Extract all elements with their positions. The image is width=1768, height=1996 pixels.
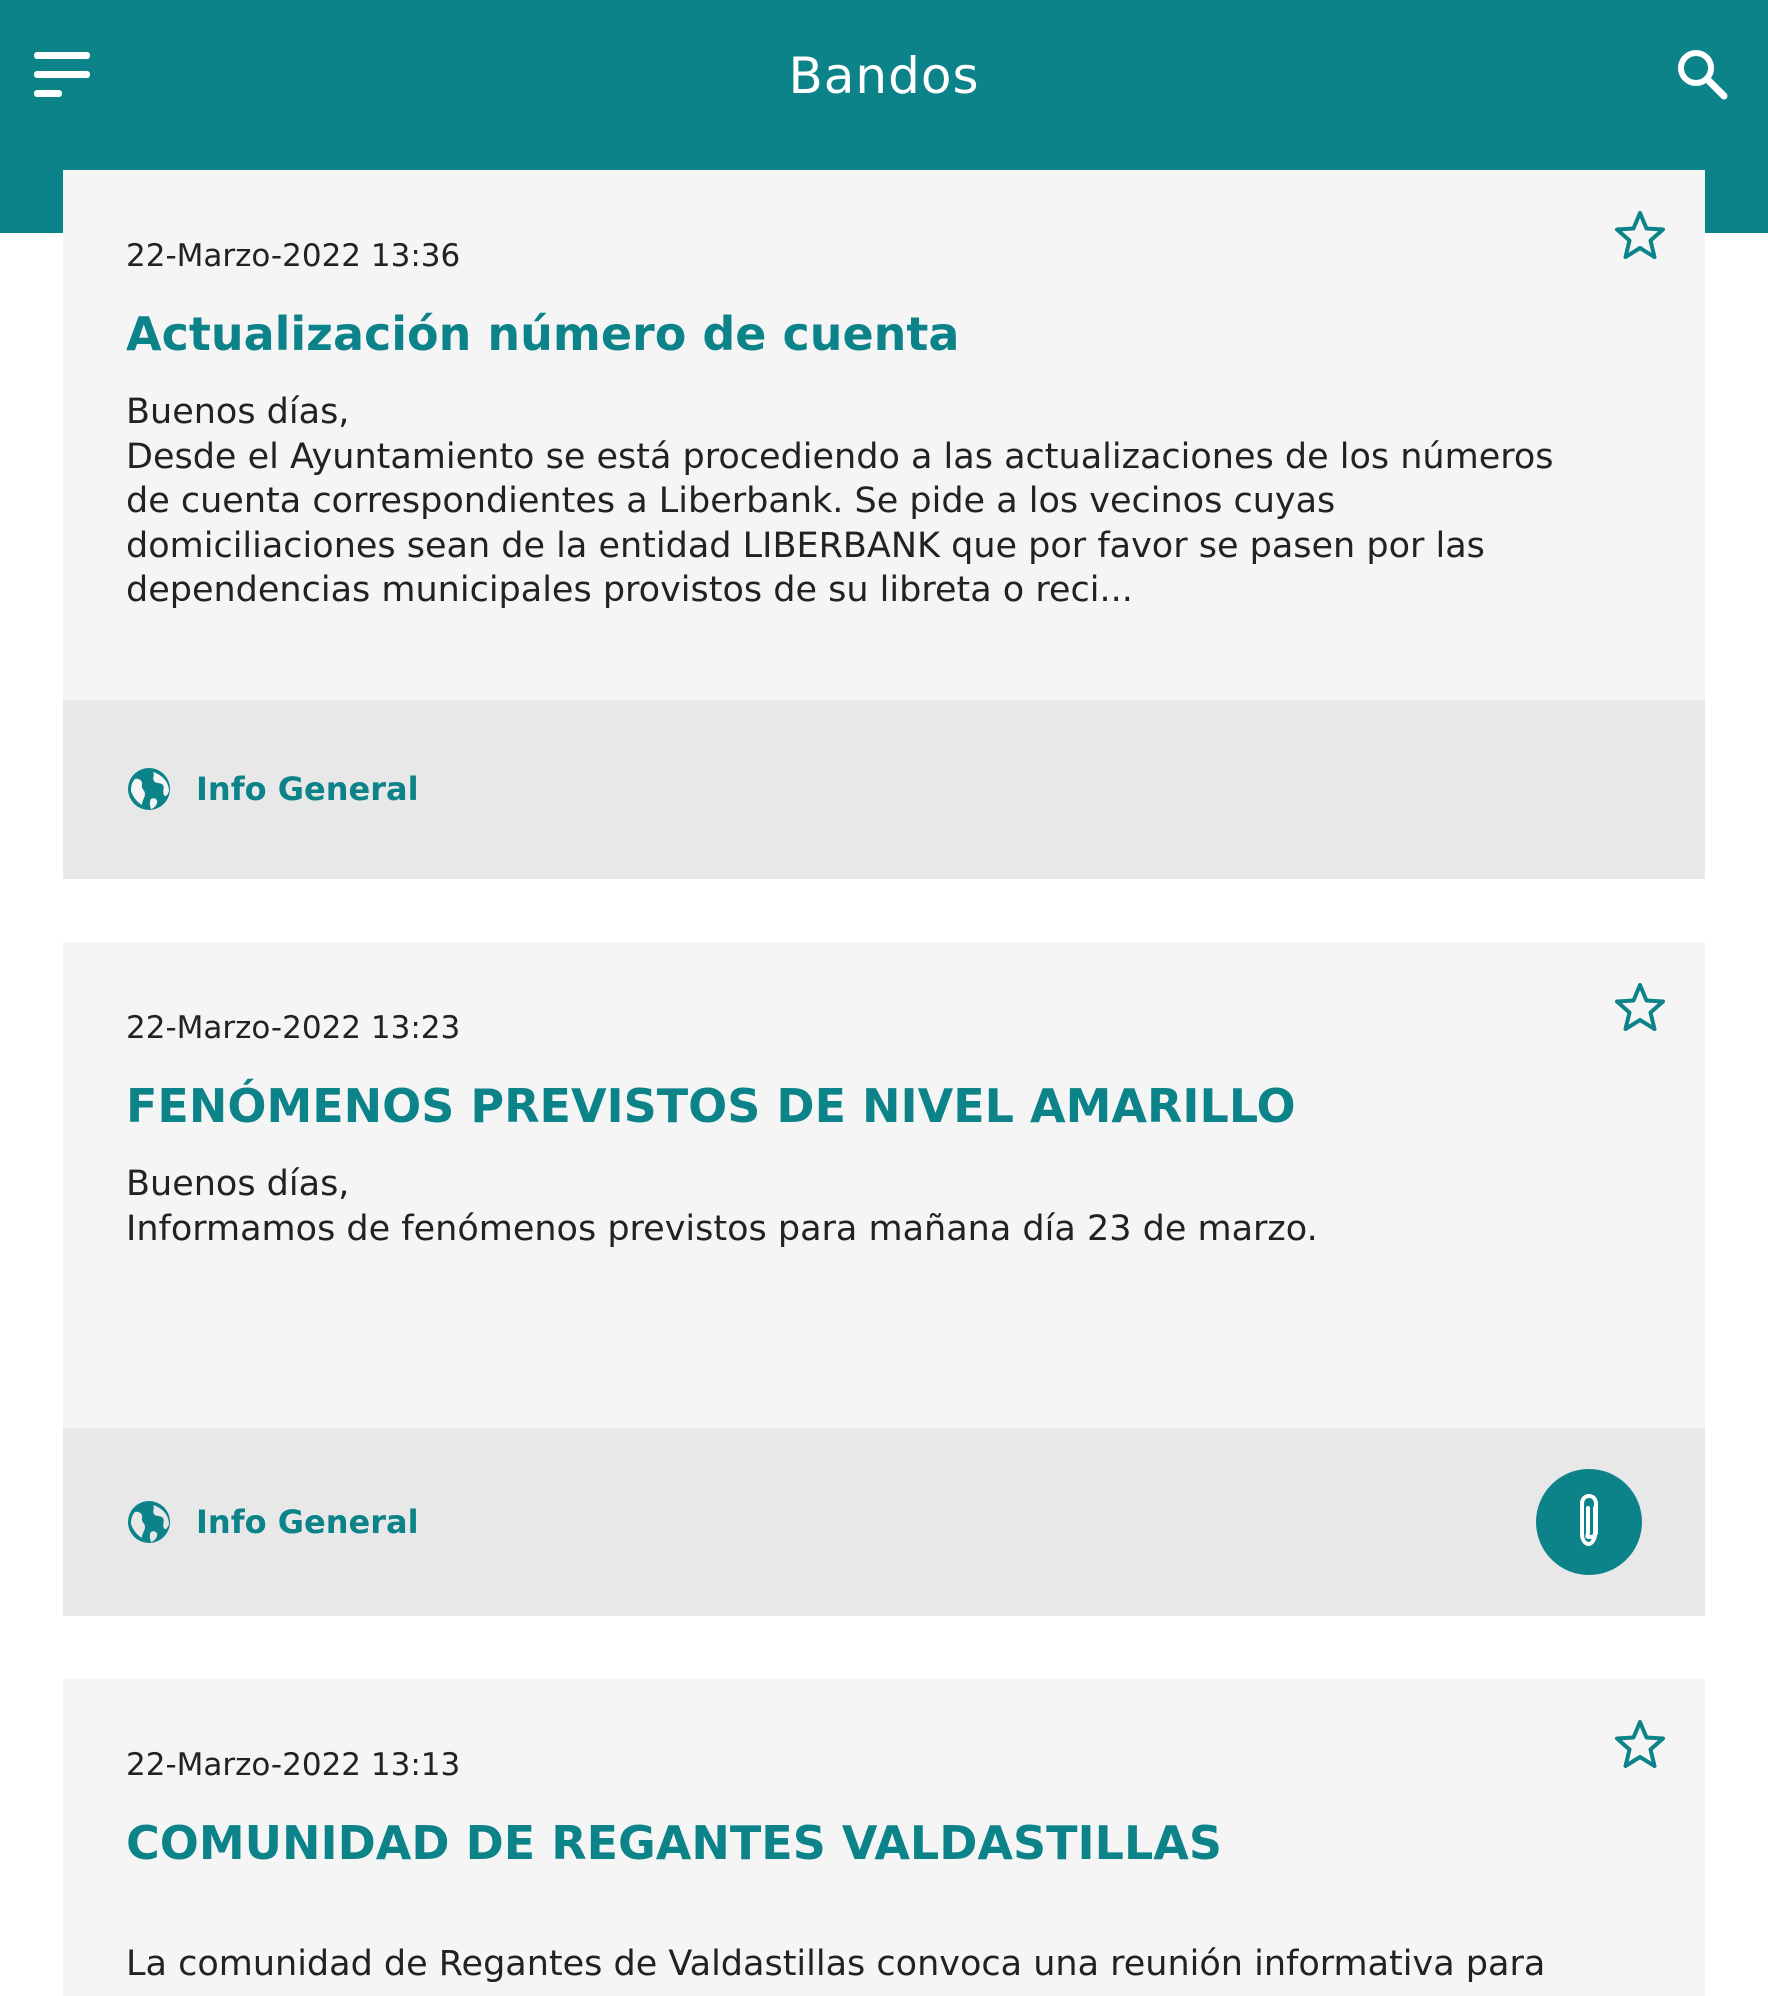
- category-tag[interactable]: [126, 764, 419, 814]
- paperclip-icon: [1569, 1492, 1609, 1552]
- bando-card[interactable]: [63, 170, 1705, 879]
- attachment-button[interactable]: [1536, 1469, 1642, 1575]
- bando-text-line: Buenos días,: [126, 392, 350, 432]
- star-icon[interactable]: [1612, 1717, 1668, 1773]
- bando-title: FENÓMENOS PREVISTOS DE NIVEL AMARILLO: [126, 1079, 1296, 1133]
- bando-text-line: dependencias municipales provistos de su libreta o reci...: [126, 570, 1133, 610]
- bando-card[interactable]: [63, 942, 1705, 1616]
- bando-text-line: Desde el Ayuntamiento se está procediendo a las actualizaciones de los números: [126, 436, 1554, 477]
- star-icon[interactable]: [1612, 208, 1668, 264]
- bando-footer: [63, 1428, 1705, 1616]
- bando-date: 22-Marzo-2022 13:13: [126, 1747, 461, 1783]
- category-tag[interactable]: [126, 1497, 419, 1547]
- star-icon[interactable]: [1612, 980, 1668, 1036]
- category-label: Info General: [196, 1503, 419, 1541]
- search-icon[interactable]: [1676, 48, 1728, 100]
- globe-icon: [126, 766, 172, 812]
- globe-icon: [126, 1499, 172, 1545]
- bando-text-line: La comunidad de Regantes de Valdastillas convoca una reunión informativa para: [126, 1944, 1546, 1984]
- bando-text: [126, 390, 1655, 613]
- category-label: Info General: [196, 770, 419, 808]
- bando-date: 22-Marzo-2022 13:36: [126, 238, 461, 274]
- bando-title: COMUNIDAD DE REGANTES VALDASTILLAS: [126, 1816, 1223, 1870]
- page-title: Bandos: [788, 47, 980, 105]
- bando-text-line: de cuenta correspondientes a Liberbank. Se pide a los vecinos cuyas: [126, 481, 1336, 521]
- bando-title: Actualización número de cuenta: [126, 307, 960, 361]
- bando-card[interactable]: [63, 1679, 1705, 1996]
- bando-text: [126, 1942, 1655, 1987]
- bando-text-line: Buenos días,: [126, 1164, 350, 1204]
- bando-footer: [63, 700, 1705, 879]
- bando-text-line: Informamos de fenómenos previstos para mañana día 23 de marzo.: [126, 1208, 1318, 1249]
- bando-date: 22-Marzo-2022 13:23: [126, 1010, 461, 1046]
- bando-text: [126, 1162, 1655, 1251]
- bando-text-line: domiciliaciones sean de la entidad LIBERBANK que por favor se pasen por las: [126, 525, 1485, 566]
